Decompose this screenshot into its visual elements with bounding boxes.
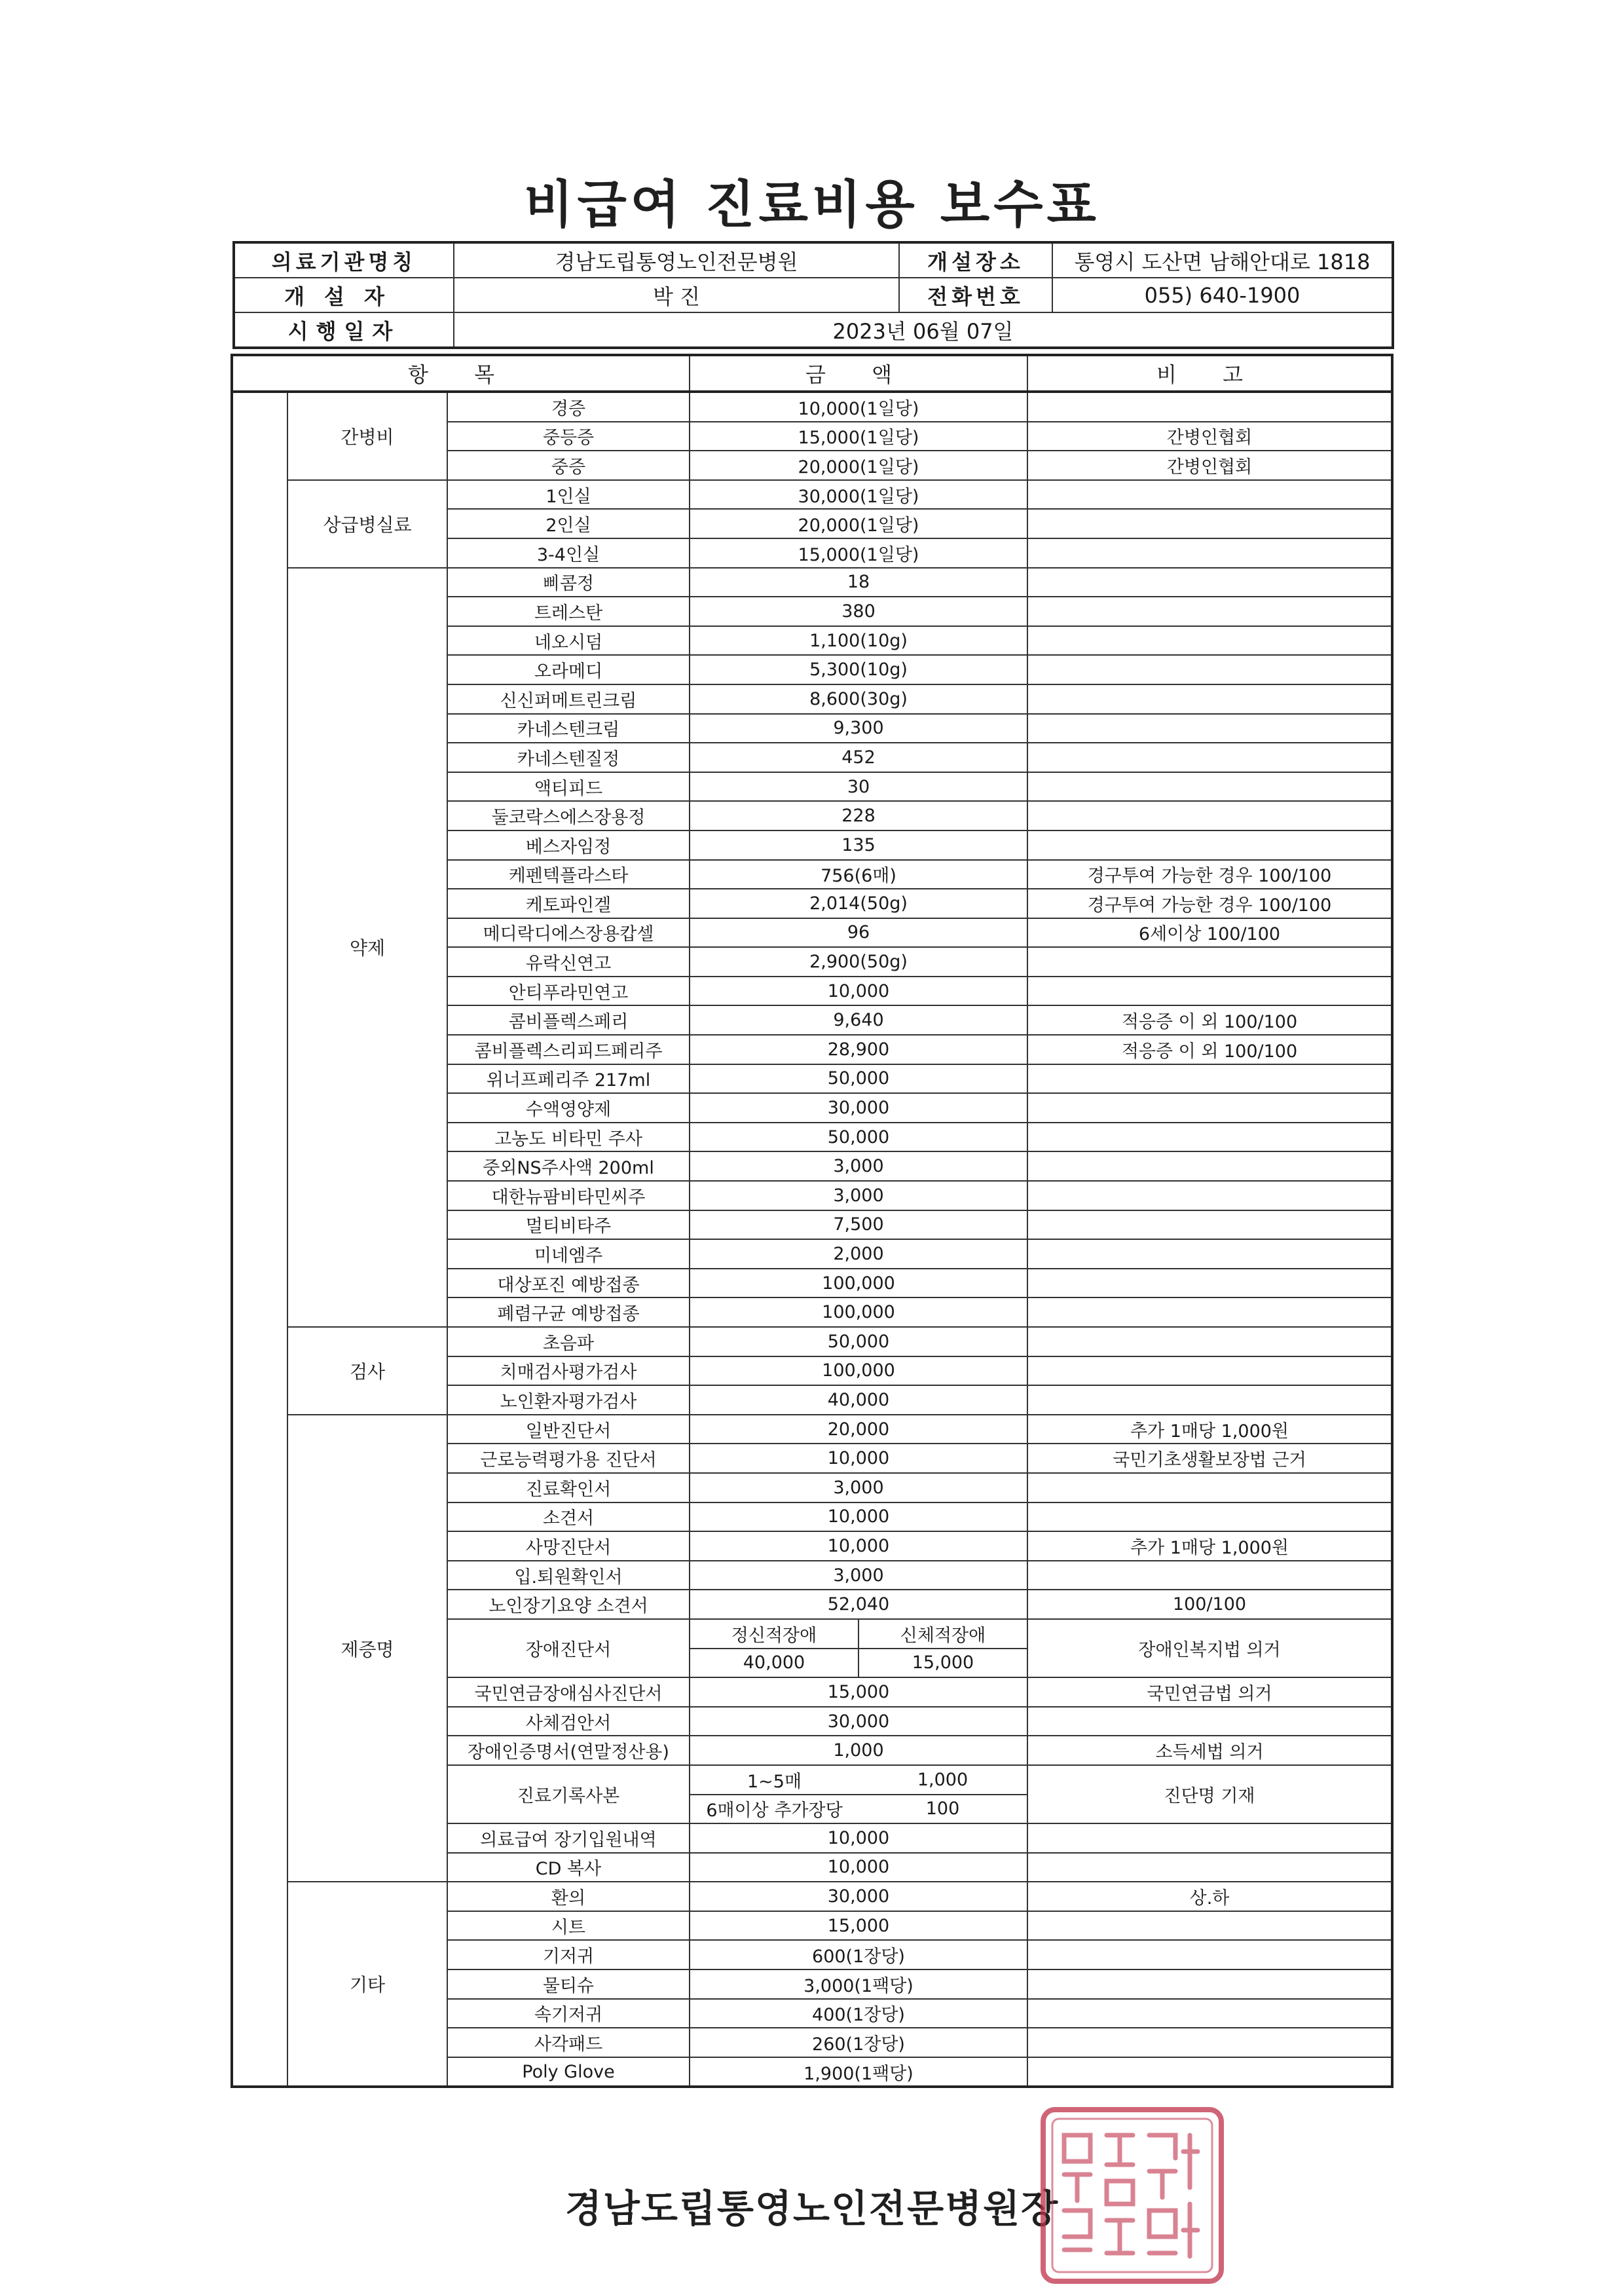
amount-cell: 15,000 bbox=[690, 1677, 1027, 1707]
fee-table bbox=[231, 354, 1393, 2088]
amount-cell: 3,000 bbox=[690, 1151, 1027, 1181]
amount-cell: 100,000 bbox=[690, 1356, 1027, 1386]
amount-cell: 18 bbox=[690, 568, 1027, 597]
amount-cell: 5,300(10g) bbox=[690, 655, 1027, 684]
amount-cell: 756(6매) bbox=[690, 860, 1027, 889]
note-cell: 경구투여 가능한 경우 100/100 bbox=[1027, 860, 1392, 889]
address-label: 개설장소 bbox=[899, 242, 1052, 278]
item-label: 둘코락스에스장용정 bbox=[447, 801, 690, 830]
amount-cell: 10,000 bbox=[690, 1853, 1027, 1882]
note-cell bbox=[1027, 1911, 1392, 1941]
phone-label: 전화번호 bbox=[899, 278, 1052, 312]
amount-cell: 10,000(1일당) bbox=[690, 392, 1027, 422]
amount-cell: 10,000 bbox=[690, 1444, 1027, 1473]
item-label: 안티푸라민연고 bbox=[447, 977, 690, 1006]
amount-subheader: 정신적장애 bbox=[690, 1619, 858, 1649]
header-amount: 금 액 bbox=[690, 355, 1027, 392]
table-row bbox=[232, 1327, 1392, 1356]
note-cell bbox=[1027, 509, 1392, 538]
footer-signature: 경남도립통영노인전문병원장 bbox=[564, 2186, 1060, 2231]
amount-cell: 10,000 bbox=[690, 1823, 1027, 1853]
amount-cell: 2,014(50g) bbox=[690, 889, 1027, 918]
header-item: 항 목 bbox=[232, 355, 690, 392]
item-label: 대상포진 예방접종 bbox=[447, 1269, 690, 1298]
item-label: 메디락디에스장용캅셀 bbox=[447, 918, 690, 948]
item-label: 근로능력평가용 진단서 bbox=[447, 1444, 690, 1473]
note-cell: 100/100 bbox=[1027, 1590, 1392, 1619]
item-label: 폐렴구균 예방접종 bbox=[447, 1297, 690, 1327]
item-label: CD 복사 bbox=[447, 1853, 690, 1882]
note-cell: 6세이상 100/100 bbox=[1027, 918, 1392, 948]
amount-cell: 260(1장당) bbox=[690, 2028, 1027, 2057]
note-cell bbox=[1027, 597, 1392, 626]
amount-cell: 2,000 bbox=[690, 1239, 1027, 1269]
item-label: 진료기록사본 bbox=[447, 1765, 690, 1823]
note-cell bbox=[1027, 480, 1392, 510]
item-label: 멀티비타주 bbox=[447, 1210, 690, 1240]
amount-cell: 400(1장당) bbox=[690, 1999, 1027, 2028]
amount-cell: 2,900(50g) bbox=[690, 947, 1027, 977]
row-spacer bbox=[232, 480, 287, 568]
header-note: 비 고 bbox=[1027, 355, 1392, 392]
item-label: 소견서 bbox=[447, 1502, 690, 1532]
item-label: 시트 bbox=[447, 1911, 690, 1941]
item-label: 환의 bbox=[447, 1882, 690, 1911]
note-cell bbox=[1027, 1502, 1392, 1532]
amount-cell: 40,000 bbox=[690, 1385, 1027, 1415]
amount-cell: 50,000 bbox=[690, 1123, 1027, 1152]
item-label: 삐콤정 bbox=[447, 568, 690, 597]
item-label: 대한뉴팜비타민씨주 bbox=[447, 1181, 690, 1210]
amount-cell: 20,000(1일당) bbox=[690, 451, 1027, 480]
amount-cell: 7,500 bbox=[690, 1210, 1027, 1240]
note-cell bbox=[1027, 977, 1392, 1006]
amount-cell: 9,300 bbox=[690, 714, 1027, 743]
note-cell: 적응증 이 외 100/100 bbox=[1027, 1005, 1392, 1035]
item-label: 노인장기요양 소견서 bbox=[447, 1590, 690, 1619]
item-label: 입.퇴원확인서 bbox=[447, 1561, 690, 1590]
note-cell bbox=[1027, 772, 1392, 802]
category-label: 약제 bbox=[287, 568, 447, 1327]
item-label: 콤비플렉스리피드페리주 bbox=[447, 1035, 690, 1064]
amount-cell: 15,000(1일당) bbox=[690, 422, 1027, 451]
date-value: 2023년 06월 07일 bbox=[454, 312, 1393, 348]
item-label: 3-4인실 bbox=[447, 538, 690, 568]
note-cell bbox=[1027, 1327, 1392, 1356]
note-cell bbox=[1027, 743, 1392, 772]
amount-cell: 50,000 bbox=[690, 1064, 1027, 1094]
note-cell bbox=[1027, 947, 1392, 977]
note-cell: 진단명 기재 bbox=[1027, 1765, 1392, 1823]
amount-cell: 452 bbox=[690, 743, 1027, 772]
item-label: 장애인증명서(연말정산용) bbox=[447, 1736, 690, 1765]
category-label: 기타 bbox=[287, 1882, 447, 2087]
item-label: 국민연금장애심사진단서 bbox=[447, 1677, 690, 1707]
amount-cell: 52,040 bbox=[690, 1590, 1027, 1619]
item-label: 케토파인겔 bbox=[447, 889, 690, 918]
amount-subheader: 신체적장애 bbox=[858, 1619, 1027, 1649]
amount-cell: 15,000(1일당) bbox=[690, 538, 1027, 568]
note-cell bbox=[1027, 1561, 1392, 1590]
amount-cell: 30,000 bbox=[690, 1707, 1027, 1736]
note-cell: 국민기초생활보장법 근거 bbox=[1027, 1444, 1392, 1473]
note-cell bbox=[1027, 392, 1392, 422]
official-seal-stamp bbox=[1038, 2106, 1228, 2286]
item-label: 사체검안서 bbox=[447, 1707, 690, 1736]
category-label: 상급병실료 bbox=[287, 480, 447, 568]
note-cell bbox=[1027, 1969, 1392, 1999]
item-label: 속기저귀 bbox=[447, 1999, 690, 2028]
founder-value: 박 진 bbox=[454, 278, 899, 312]
table-row bbox=[232, 1882, 1392, 1911]
institution-name-label: 의료기관명칭 bbox=[234, 242, 454, 278]
date-label: 시행일자 bbox=[234, 312, 454, 348]
note-cell: 적응증 이 외 100/100 bbox=[1027, 1035, 1392, 1064]
item-label: 치매검사평가검사 bbox=[447, 1356, 690, 1386]
note-cell: 소득세법 의거 bbox=[1027, 1736, 1392, 1765]
table-header-row bbox=[232, 355, 1392, 392]
amount-cell: 10,000 bbox=[690, 1531, 1027, 1561]
note-cell: 간병인협회 bbox=[1027, 451, 1392, 480]
note-cell bbox=[1027, 1123, 1392, 1152]
note-cell bbox=[1027, 1064, 1392, 1094]
category-label: 간병비 bbox=[287, 392, 447, 480]
item-label: 트레스탄 bbox=[447, 597, 690, 626]
item-label: 의료급여 장기입원내역 bbox=[447, 1823, 690, 1853]
table-row bbox=[232, 392, 1392, 422]
amount-cell: 28,900 bbox=[690, 1035, 1027, 1064]
category-label: 검사 bbox=[287, 1327, 447, 1415]
note-cell: 추가 1매당 1,000원 bbox=[1027, 1531, 1392, 1561]
amount-cell: 3,000(1팩당) bbox=[690, 1969, 1027, 1999]
amount-cell: 40,000 bbox=[690, 1649, 858, 1678]
note-cell bbox=[1027, 1473, 1392, 1502]
item-label: 2인실 bbox=[447, 509, 690, 538]
item-label: 경증 bbox=[447, 392, 690, 422]
institution-name: 경남도립통영노인전문병원 bbox=[454, 242, 899, 278]
note-cell bbox=[1027, 538, 1392, 568]
document-title: 비급여 진료비용 보수표 bbox=[524, 176, 1100, 234]
amount-cell: 1,000 bbox=[858, 1765, 1027, 1795]
amount-cell: 3,000 bbox=[690, 1561, 1027, 1590]
item-label: 네오시덤 bbox=[447, 626, 690, 656]
note-cell bbox=[1027, 1093, 1392, 1123]
table-row bbox=[232, 480, 1392, 510]
phone-value: 055) 640-1900 bbox=[1052, 278, 1393, 312]
table-row bbox=[232, 1415, 1392, 1444]
note-cell bbox=[1027, 2028, 1392, 2057]
row-spacer bbox=[232, 1327, 287, 1415]
note-cell bbox=[1027, 1297, 1392, 1327]
amount-subitem: 1~5매 bbox=[690, 1765, 858, 1795]
note-cell bbox=[1027, 1210, 1392, 1240]
amount-cell: 20,000 bbox=[690, 1415, 1027, 1444]
note-cell: 간병인협회 bbox=[1027, 422, 1392, 451]
note-cell: 경구투여 가능한 경우 100/100 bbox=[1027, 889, 1392, 918]
row-spacer bbox=[232, 568, 287, 1327]
item-label: 케펜텍플라스타 bbox=[447, 860, 690, 889]
amount-cell: 100,000 bbox=[690, 1269, 1027, 1298]
category-label: 제증명 bbox=[287, 1415, 447, 1882]
amount-cell: 1,000 bbox=[690, 1736, 1027, 1765]
amount-cell: 100,000 bbox=[690, 1297, 1027, 1327]
row-spacer bbox=[232, 1882, 287, 2087]
amount-cell: 30,000 bbox=[690, 1882, 1027, 1911]
item-label: 고농도 비타민 주사 bbox=[447, 1123, 690, 1152]
note-cell bbox=[1027, 1853, 1392, 1882]
amount-cell: 15,000 bbox=[858, 1649, 1027, 1678]
item-label: 중증 bbox=[447, 451, 690, 480]
item-label: 사각패드 bbox=[447, 2028, 690, 2057]
amount-cell: 600(1장당) bbox=[690, 1940, 1027, 1969]
note-cell bbox=[1027, 1269, 1392, 1298]
row-spacer bbox=[232, 1415, 287, 1882]
amount-cell: 96 bbox=[690, 918, 1027, 948]
amount-cell: 20,000(1일당) bbox=[690, 509, 1027, 538]
row-spacer bbox=[232, 392, 287, 480]
item-label: 카네스텐질정 bbox=[447, 743, 690, 772]
item-label: 신신퍼메트린크림 bbox=[447, 684, 690, 714]
item-label: 장애진단서 bbox=[447, 1619, 690, 1677]
note-cell bbox=[1027, 1707, 1392, 1736]
item-label: 중등증 bbox=[447, 422, 690, 451]
item-label: 중외NS주사액 200ml bbox=[447, 1151, 690, 1181]
amount-cell: 9,640 bbox=[690, 1005, 1027, 1035]
note-cell bbox=[1027, 684, 1392, 714]
item-label: 기저귀 bbox=[447, 1940, 690, 1969]
item-label: 베스자임정 bbox=[447, 830, 690, 860]
note-cell bbox=[1027, 1151, 1392, 1181]
amount-subitem: 6매이상 추가장당 bbox=[690, 1795, 858, 1824]
amount-cell: 15,000 bbox=[690, 1911, 1027, 1941]
institution-info-table bbox=[232, 241, 1394, 349]
amount-cell: 50,000 bbox=[690, 1327, 1027, 1356]
amount-cell: 1,100(10g) bbox=[690, 626, 1027, 656]
note-cell: 추가 1매당 1,000원 bbox=[1027, 1415, 1392, 1444]
amount-cell: 3,000 bbox=[690, 1473, 1027, 1502]
note-cell bbox=[1027, 830, 1392, 860]
table-row bbox=[232, 568, 1392, 597]
note-cell bbox=[1027, 1823, 1392, 1853]
amount-cell: 135 bbox=[690, 830, 1027, 860]
item-label: 미네엠주 bbox=[447, 1239, 690, 1269]
founder-label: 개설자 bbox=[234, 278, 454, 312]
note-cell bbox=[1027, 801, 1392, 830]
amount-cell: 100 bbox=[858, 1795, 1027, 1824]
amount-cell: 8,600(30g) bbox=[690, 684, 1027, 714]
note-cell bbox=[1027, 714, 1392, 743]
item-label: 위너프페리주 217ml bbox=[447, 1064, 690, 1094]
note-cell bbox=[1027, 1356, 1392, 1386]
amount-cell: 228 bbox=[690, 801, 1027, 830]
note-cell bbox=[1027, 626, 1392, 656]
note-cell bbox=[1027, 1385, 1392, 1415]
item-label: 일반진단서 bbox=[447, 1415, 690, 1444]
note-cell bbox=[1027, 1940, 1392, 1969]
amount-cell: 10,000 bbox=[690, 977, 1027, 1006]
note-cell bbox=[1027, 1239, 1392, 1269]
item-label: 초음파 bbox=[447, 1327, 690, 1356]
item-label: 1인실 bbox=[447, 480, 690, 510]
note-cell bbox=[1027, 1181, 1392, 1210]
amount-cell: 3,000 bbox=[690, 1181, 1027, 1210]
item-label: 오라메디 bbox=[447, 655, 690, 684]
item-label: 노인환자평가검사 bbox=[447, 1385, 690, 1415]
item-label: 진료확인서 bbox=[447, 1473, 690, 1502]
item-label: 유락신연고 bbox=[447, 947, 690, 977]
amount-cell: 10,000 bbox=[690, 1502, 1027, 1532]
note-cell bbox=[1027, 2057, 1392, 2087]
item-label: 액티피드 bbox=[447, 772, 690, 802]
note-cell bbox=[1027, 568, 1392, 597]
address-value: 통영시 도산면 남해안대로 1818 bbox=[1052, 242, 1393, 278]
amount-cell: 30 bbox=[690, 772, 1027, 802]
amount-cell: 30,000(1일당) bbox=[690, 480, 1027, 510]
item-label: Poly Glove bbox=[447, 2057, 690, 2087]
note-cell bbox=[1027, 1999, 1392, 2028]
amount-cell: 380 bbox=[690, 597, 1027, 626]
item-label: 사망진단서 bbox=[447, 1531, 690, 1561]
item-label: 수액영양제 bbox=[447, 1093, 690, 1123]
note-cell: 상.하 bbox=[1027, 1882, 1392, 1911]
item-label: 카네스텐크림 bbox=[447, 714, 690, 743]
amount-cell: 1,900(1팩당) bbox=[690, 2057, 1027, 2087]
amount-cell: 30,000 bbox=[690, 1093, 1027, 1123]
item-label: 물티슈 bbox=[447, 1969, 690, 1999]
note-cell: 장애인복지법 의거 bbox=[1027, 1619, 1392, 1677]
item-label: 콤비플렉스페리 bbox=[447, 1005, 690, 1035]
note-cell: 국민연금법 의거 bbox=[1027, 1677, 1392, 1707]
note-cell bbox=[1027, 655, 1392, 684]
